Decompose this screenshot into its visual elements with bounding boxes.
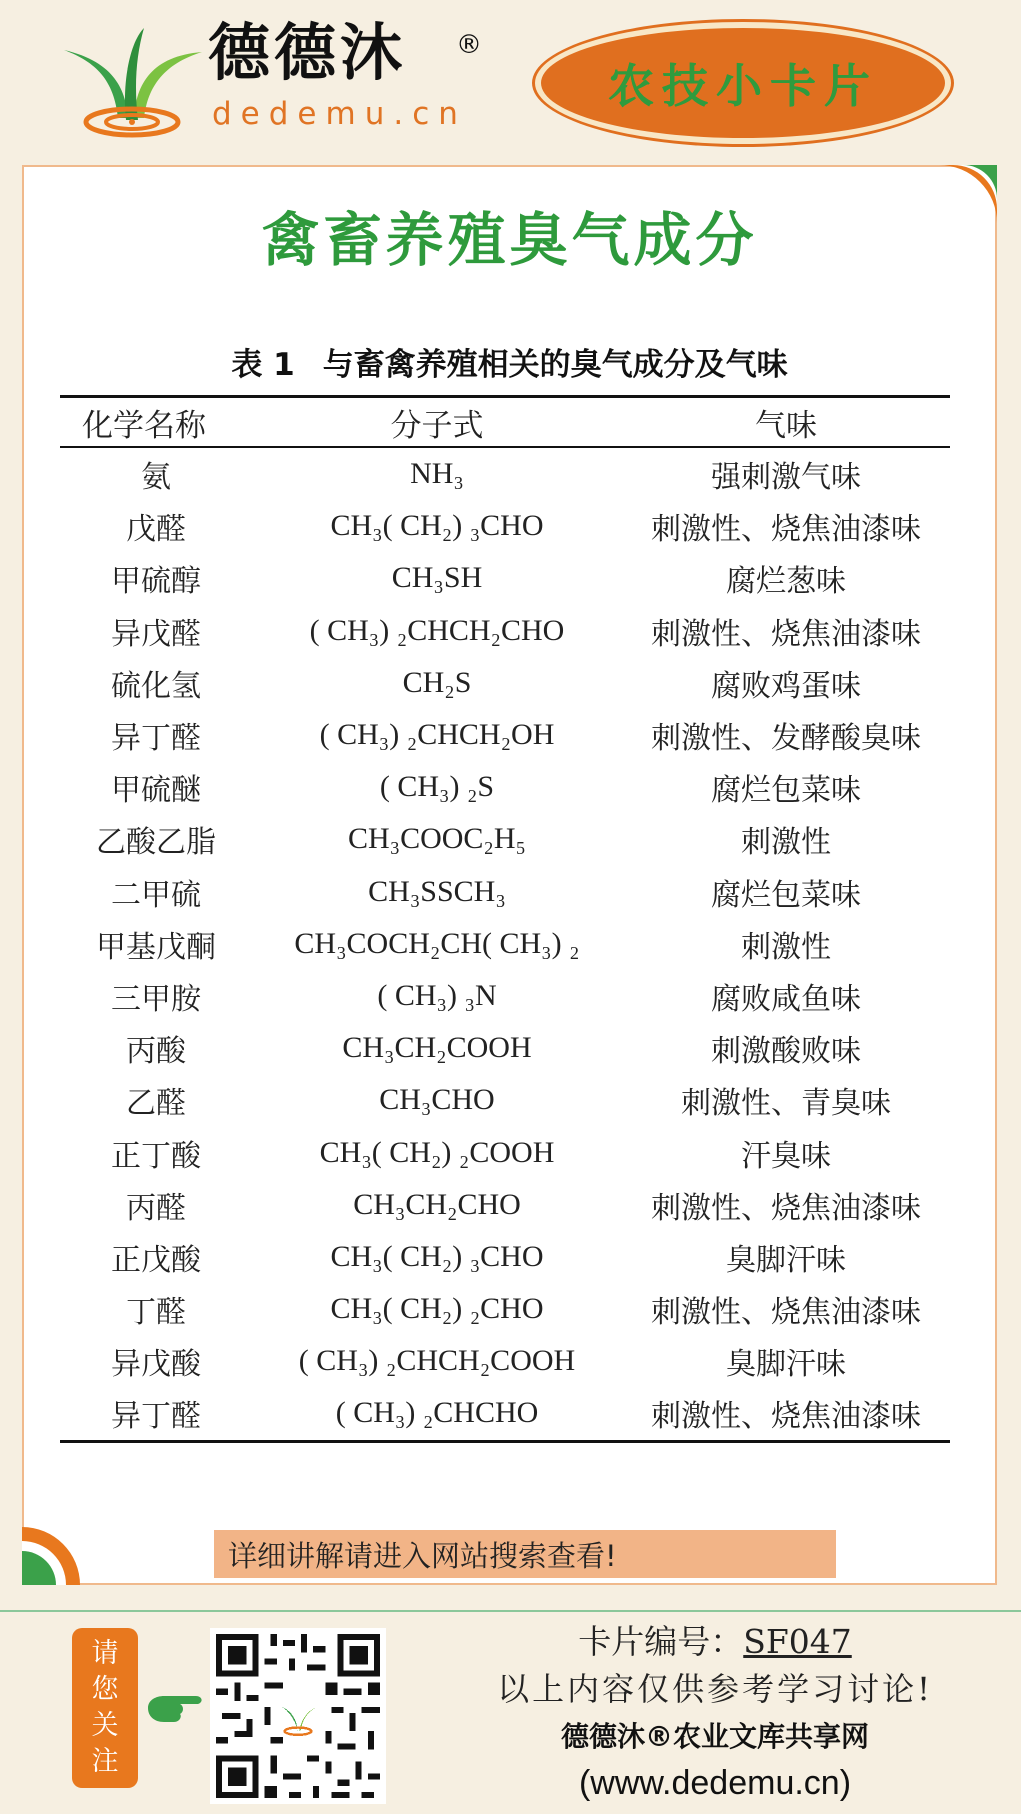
footer-info <box>420 1620 1010 1806</box>
cell-formula: CH₃COCH₂CH( CH₃) ₂ <box>294 926 580 960</box>
cell-name: 异丁醛 <box>111 1399 201 1435</box>
cell-formula: ( CH₃) ₂CHCHO <box>335 1396 539 1430</box>
cell-odor: 刺激性 <box>741 929 831 965</box>
platform-name: 德德沐®农业文库共享网 <box>560 1720 869 1753</box>
info-card <box>22 165 997 1585</box>
cell-odor: 刺激酸败味 <box>711 1034 861 1070</box>
table-number: 表 1 <box>231 347 295 383</box>
follow-char: 您 <box>91 1674 119 1705</box>
table-row <box>60 1387 950 1439</box>
cell-formula: CH₃CHO <box>379 1083 495 1117</box>
table-row <box>60 1126 950 1178</box>
cell-formula: NH₃ <box>410 457 464 491</box>
follow-char: 请 <box>91 1638 119 1669</box>
leaf-corner-icon <box>22 1527 80 1585</box>
footer-divider <box>0 1610 1021 1612</box>
cell-formula: CH₃COOC₂H₅ <box>347 822 527 856</box>
cell-name: 氨 <box>141 460 171 496</box>
cell-formula: CH₃CH₂COOH <box>342 1031 532 1065</box>
column-header-formula: 分子式 <box>390 407 484 443</box>
follow-us-button[interactable] <box>72 1628 138 1788</box>
card-number <box>420 1620 1010 1664</box>
cell-formula: ( CH₃) ₂CHCH₂OH <box>319 718 555 752</box>
cell-name: 异丁醛 <box>111 721 201 757</box>
table-row <box>60 605 950 657</box>
follow-char: 关 <box>91 1710 119 1741</box>
cell-odor: 腐烂葱味 <box>726 564 846 600</box>
cell-name: 戊醛 <box>126 512 186 548</box>
brand-name: 德德沐 <box>208 16 407 89</box>
cell-formula: CH₃( CH₂) ₃CHO <box>330 509 544 543</box>
column-header-odor: 气味 <box>755 407 817 444</box>
card-number-label: 卡片编号： <box>578 1622 744 1661</box>
cell-name: 三甲胺 <box>111 981 201 1017</box>
cell-name: 乙醛 <box>126 1086 186 1122</box>
cell-formula: ( CH₃) ₂CHCH₂COOH <box>298 1344 576 1378</box>
cell-formula: CH₂S <box>402 665 472 699</box>
table-row <box>60 1283 950 1335</box>
cell-odor: 刺激性、烧焦油漆味 <box>651 1295 921 1331</box>
table-row <box>60 1231 950 1283</box>
cell-formula: CH₃( CH₂) ₂CHO <box>330 1292 544 1326</box>
table-caption-text: 与畜禽养殖相关的臭气成分及气味 <box>322 347 788 383</box>
card-number-value: SF047 <box>743 1622 852 1661</box>
table-caption <box>24 339 995 384</box>
cell-odor: 刺激性、发酵酸臭味 <box>651 721 921 757</box>
table-row <box>60 1074 950 1126</box>
cell-formula: CH₃( CH₂) ₃CHO <box>330 1239 544 1273</box>
table-row <box>60 709 950 761</box>
table-body <box>60 448 950 1440</box>
cell-odor: 臭脚汗味 <box>726 1347 846 1383</box>
cell-formula: CH₃SSCH₃ <box>368 874 506 908</box>
website-link[interactable]: (www.dedemu.cn) <box>578 1764 852 1802</box>
follow-char: 注 <box>91 1746 119 1777</box>
cell-odor: 刺激性、烧焦油漆味 <box>651 512 921 548</box>
cell-name: 甲硫醇 <box>111 564 201 600</box>
cell-odor: 刺激性、烧焦油漆味 <box>651 1399 921 1435</box>
cell-name: 二甲硫 <box>111 877 201 913</box>
odor-table <box>60 395 950 1443</box>
cell-odor: 强刺激气味 <box>711 460 861 496</box>
cell-formula: CH₃CH₂CHO <box>353 1187 521 1221</box>
cell-odor: 刺激性、青臭味 <box>681 1086 891 1122</box>
table-row <box>60 866 950 918</box>
table-row <box>60 1022 950 1074</box>
cell-formula: ( CH₃) ₃N <box>377 978 497 1012</box>
cell-name: 甲硫醚 <box>111 773 201 809</box>
table-row <box>60 918 950 970</box>
cell-name: 正戊酸 <box>111 1242 201 1278</box>
cell-odor: 刺激性、烧焦油漆味 <box>651 1190 921 1226</box>
cell-name: 丁醛 <box>126 1295 186 1331</box>
brand-domain: dedemu.cn <box>212 96 467 132</box>
cell-name: 乙酸乙脂 <box>96 825 216 861</box>
table-row <box>60 448 950 500</box>
cell-name: 硫化氢 <box>111 668 201 704</box>
search-hint-note: 详细讲解请进入网站搜索查看! <box>214 1530 836 1578</box>
cell-odor: 刺激性 <box>741 825 831 861</box>
table-header <box>60 398 950 448</box>
cell-formula: CH₃SH <box>391 561 483 595</box>
pointing-hand-icon <box>146 1686 206 1726</box>
badge-label: 农技小卡片 <box>608 59 878 113</box>
table-row <box>60 657 950 709</box>
table-row <box>60 552 950 604</box>
cell-formula: CH₃( CH₂) ₂COOH <box>319 1135 555 1169</box>
table-row <box>60 1179 950 1231</box>
qr-code-icon[interactable] <box>210 1628 386 1804</box>
cell-name: 丙醛 <box>126 1190 186 1226</box>
cell-odor: 腐败咸鱼味 <box>711 981 861 1017</box>
cell-name: 丙酸 <box>126 1034 186 1070</box>
registered-mark: ® <box>456 30 482 60</box>
cell-odor: 腐烂包菜味 <box>711 773 861 809</box>
cell-name: 异戊醛 <box>111 616 201 652</box>
cell-formula: ( CH₃) ₂CHCH₂CHO <box>309 613 565 647</box>
cell-name: 甲基戊酮 <box>96 929 216 965</box>
cell-formula: ( CH₃) ₂S <box>379 770 495 804</box>
cell-odor: 刺激性、烧焦油漆味 <box>651 616 921 652</box>
cell-name: 异戊酸 <box>111 1347 201 1383</box>
sprout-logo-icon <box>56 22 206 140</box>
header-badge <box>535 22 951 144</box>
cell-odor: 腐败鸡蛋味 <box>711 668 861 704</box>
column-header-name: 化学名称 <box>82 407 206 444</box>
cell-odor: 腐烂包菜味 <box>711 877 861 913</box>
cell-odor: 汗臭味 <box>741 1138 831 1174</box>
cell-odor: 臭脚汗味 <box>726 1242 846 1278</box>
disclaimer-text: 以上内容仅供参考学习讨论! <box>497 1670 933 1708</box>
table-row <box>60 970 950 1022</box>
table-row <box>60 813 950 865</box>
table-row <box>60 761 950 813</box>
table-row <box>60 500 950 552</box>
table-row <box>60 1335 950 1387</box>
card-title: 禽畜养殖臭气成分 <box>261 206 758 274</box>
cell-name: 正丁酸 <box>111 1138 201 1174</box>
